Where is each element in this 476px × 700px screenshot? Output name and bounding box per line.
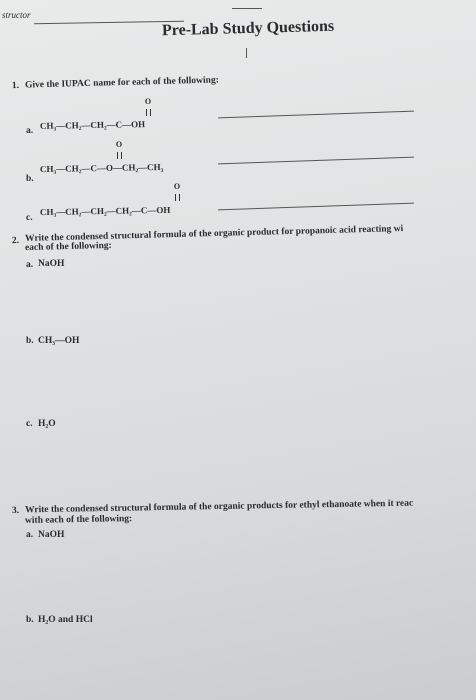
q2a-label: a.: [26, 260, 34, 270]
cursor-mark: [246, 48, 247, 58]
q2c-label: c.: [26, 419, 33, 429]
q1a-formula: CH₃—CH₂—CH₂—C—OH: [39, 119, 146, 131]
q3-number: 3.: [11, 505, 20, 517]
q3a-label: a.: [26, 530, 34, 540]
q1b-double-bond: [117, 152, 122, 159]
header-line-fragment: [232, 8, 262, 9]
q1b-label: b.: [26, 174, 34, 184]
q1a-oxygen: O: [144, 97, 152, 106]
q2-text-line1: Write the condensed structural formula of the organic product for propanoic acid reacting wi: [24, 224, 404, 244]
q1b-oxygen: O: [115, 140, 123, 149]
q3b-reagent: H₂O and HCl: [38, 615, 93, 625]
q1a-answer-line: [218, 111, 414, 119]
q3a-reagent: NaOH: [38, 530, 65, 540]
q2a-reagent: NaOH: [38, 259, 65, 269]
q3b-label: b.: [26, 615, 34, 625]
q1a-double-bond: [146, 109, 151, 116]
q2-text-line2: each of the following:: [24, 240, 112, 254]
q3-text-line2: with each of the following:: [24, 514, 133, 526]
q1b-answer-line: [218, 157, 414, 165]
q1c-label: c.: [26, 213, 33, 223]
instructor-label: structor: [2, 10, 31, 20]
q1c-double-bond: [175, 194, 180, 201]
q1c-answer-line: [218, 203, 414, 211]
q1a-label: a.: [26, 126, 34, 136]
q1-number: 1.: [11, 80, 20, 92]
q2-number: 2.: [11, 235, 20, 247]
q2b-label: b.: [26, 336, 34, 346]
page-title: Pre-Lab Study Questions: [161, 17, 335, 40]
q1c-formula: CH₃—CH₂—CH₂—CH₂—C—OH: [39, 204, 171, 218]
q1c-oxygen: O: [173, 182, 181, 191]
q2b-reagent: CH₃—OH: [38, 336, 80, 346]
q2c-reagent: H₂O: [38, 419, 56, 429]
q1-text: Give the IUPAC name for each of the following:: [24, 75, 219, 91]
q1b-formula: CH₃—CH₂—C—O—CH₂—CH₃: [39, 161, 164, 175]
q3-text-line1: Write the condensed structural formula of the organic products for ethyl ethanoate when it reac: [24, 498, 414, 516]
